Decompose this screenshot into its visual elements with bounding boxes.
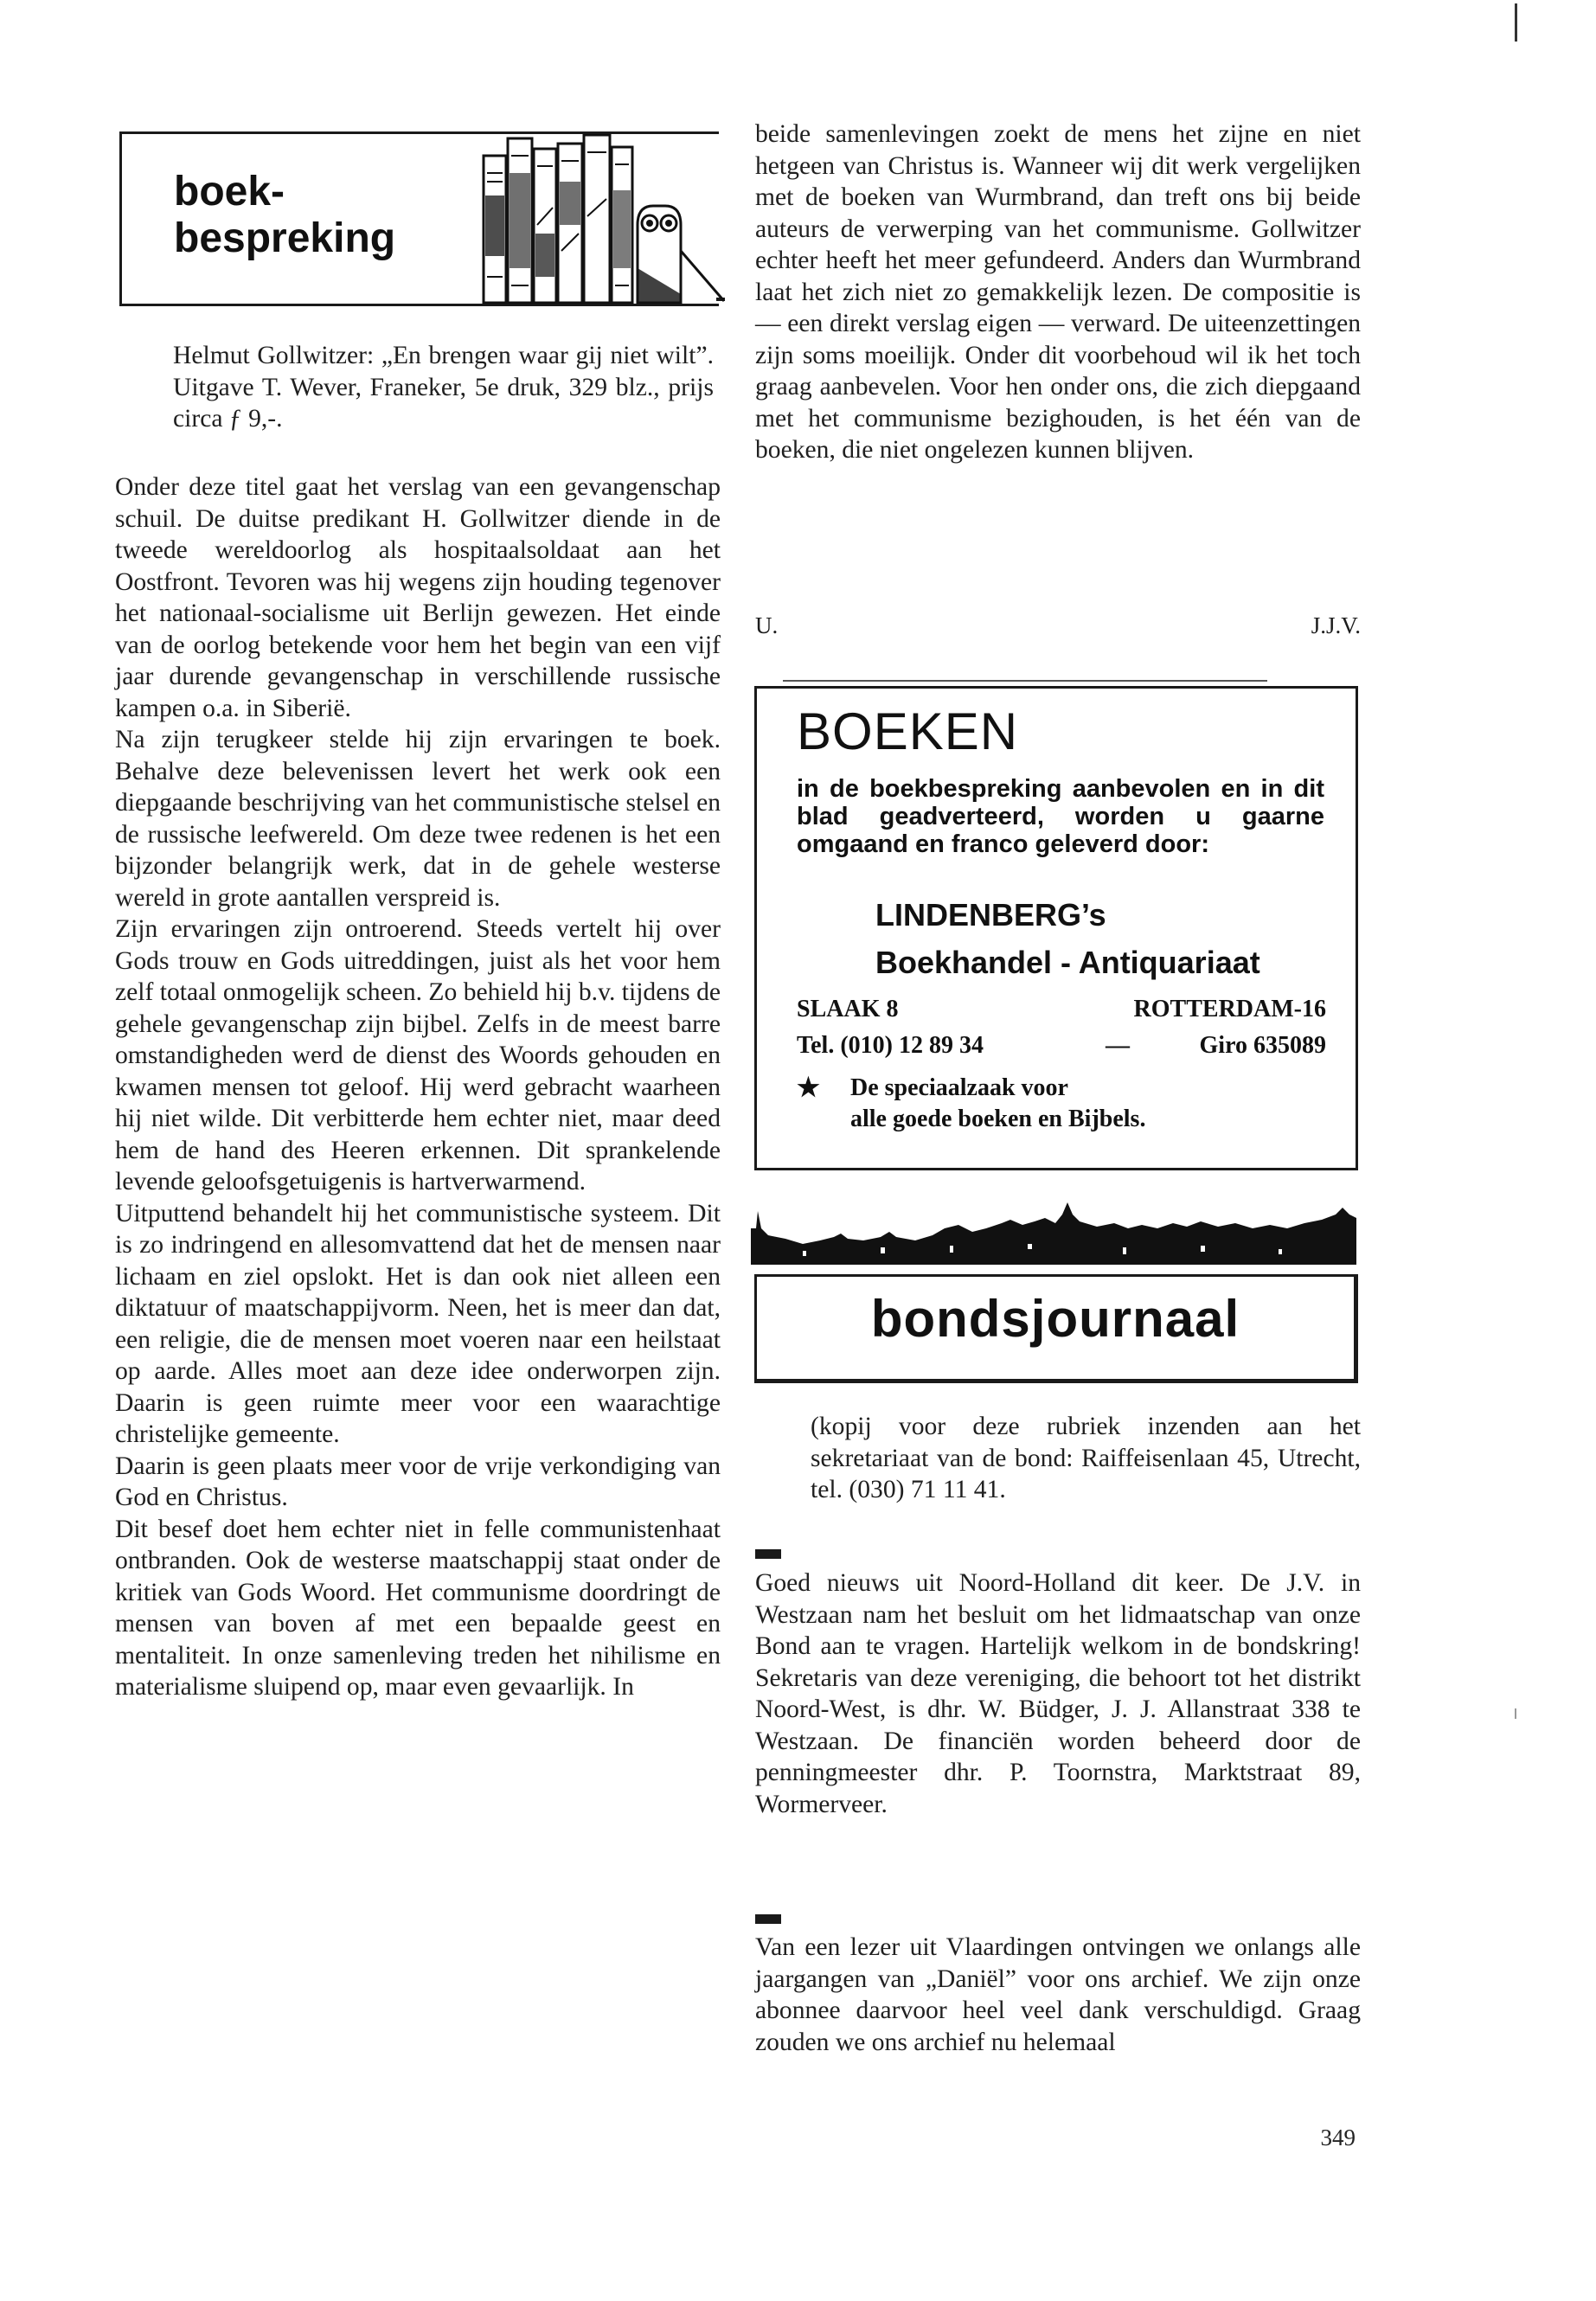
news-item-text: Van een lezer uit Vlaardingen ontvingen we onlangs alle jaargangen van „Daniël” voor ons archief. We zijn onze abonnee daarvoor heel veel dank verschuldigd. Graag zouden we ons archief nu helemaal — [755, 1933, 1361, 2056]
slogan-line2: alle goede boeken en Bijbels. — [850, 1106, 1146, 1132]
bondsjournaal-intro: (kopij voor deze rubriek inzenden aan het sekretariaat van de bond: Raiffeisenlaan 45, Utrecht, tel. (030) 71 11 41. — [811, 1413, 1361, 1503]
bondsjournaal-title: bondsjournaal — [870, 1290, 1240, 1348]
news-bullet-icon — [755, 1549, 781, 1559]
ad-description: in de boekbespreking aanbevolen en in dit blad geadverteerd, worden u gaarne omgaand en franco geleverd door: — [797, 775, 1324, 858]
ad-border-top — [754, 686, 1358, 689]
signoff-initial-left: U. — [755, 612, 779, 638]
review-paragraph: Zijn ervaringen zijn ontroerend. Steeds vertelt hij over Gods trouw en Gods uitreddingen, juist als het voor hem zelf totaal onmogelijk scheen. Zo behield hij b.v. tijdens de gehele gevangenschap zijn bijbel. Zelfs in de meest barre omstandigheden werd de dienst des Woords gehouden en kwamen mensen tot geloof. Hij werd gebracht waarheen hij niet wilde. Dit verbitterde hem echter niet, maar deed hem de hand des Heeren erkennen. Dit sprankelende levende geloofsgetuigenis is hartverwarmend. — [115, 915, 721, 1195]
scan-edge-mark — [1515, 3, 1517, 42]
shop-contact — [797, 1032, 1326, 1061]
bookshop-advertisement — [754, 686, 1358, 1170]
page-number: 349 — [1320, 2125, 1356, 2150]
slogan-line1: De speciaalzaak voor — [850, 1074, 1068, 1101]
review-paragraph: Na zijn terugkeer stelde hij zijn ervaringen te boek. Behalve deze belevenissen levert het werk ook een diepgaande beschrijving van het communistische stelsel en de russische leefwereld. Om deze twee redenen is het een bijzonder belangrijk werk, dat in de gehele westerse wereld in grote aantallen verspreid is. — [115, 726, 721, 912]
news-item — [755, 1932, 1361, 2058]
books-and-owl-icon — [480, 121, 727, 307]
town-skyline-icon — [751, 1202, 1356, 1265]
review-continued — [755, 119, 1361, 466]
shop-name: LINDENBERG’s — [875, 897, 1106, 933]
shop-phone: Tel. (010) 12 89 34 — [797, 1032, 984, 1059]
bondsjournaal-intro-block — [811, 1411, 1361, 1506]
news-item — [755, 1567, 1361, 1820]
review-paragraph: Uitputtend behandelt hij het communistische systeem. Dit is zo indringend en allesomvattend dat het de mensen naar lichaam en ziel opslokt. Het is dan ook niet alleen een diktatuur of maatschappijvorm. Neen, het is meer dan dat, een religie, die de mensen moet voeren naar een heilstaat op aarde. Alles moet aan deze idee onderworpen zijn. Daarin is geen ruimte meer voor een waarachtige christelijke gemeente. — [115, 1199, 721, 1448]
book-review-title — [174, 169, 395, 262]
ad-border-bottom — [754, 1168, 1358, 1170]
book-citation: Helmut Gollwitzer: „En brengen waar gij niet wilt”. Uitgave T. Wever, Franeker, 5e druk, 329 blz., prijs circa ƒ 9,-. — [173, 342, 714, 433]
shop-city: ROTTERDAM-16 — [1133, 996, 1326, 1022]
scan-edge-mark — [1515, 1708, 1516, 1719]
review-body — [115, 471, 721, 1703]
review-paragraph: Onder deze titel gaat het verslag van een gevangenschap schuil. De duitse predikant H. Gollwitzer diende in de tweede wereldoorlog als hospitaalsoldaat aan het Oostfront. Tevoren was hij wegens zijn houding tegenover het nationaal-socialisme uit Berlijn gewezen. Het einde van de oorlog betekende voor hem het begin van een vijf jaar durende gevangenschap in verschillende russische kampen o.a. in Siberië. — [115, 473, 721, 722]
bondsjournaal-header — [754, 1274, 1358, 1383]
contact-separator: — — [1106, 1032, 1130, 1059]
book-review-title-line1: boek- — [174, 169, 285, 215]
review-signoff — [755, 612, 1361, 644]
shop-giro: Giro 635089 — [1199, 1032, 1326, 1059]
signoff-author: J.J.V. — [1311, 612, 1361, 638]
ad-top-rule — [783, 680, 1267, 682]
star-icon: ★ — [797, 1074, 820, 1102]
shop-slogan — [797, 1074, 1326, 1143]
book-review-title-line2: bespreking — [174, 215, 396, 261]
news-bullet-icon — [755, 1914, 781, 1924]
news-item-text: Goed nieuws uit Noord-Holland dit keer. De J.V. in Westzaan nam het besluit om het lidmaatschap van onze Bond aan te vragen. Hartelijk welkom in de bondskring! Sekretaris van deze vereniging, die behoort tot het distrikt Noord-West, is dhr. W. Büdger, J. J. Allanstraat 338 te Westzaan. De financiën worden beheerd door de penningmeester dhr. P. Toornstra, Marktstraat 89, Wormerveer. — [755, 1569, 1361, 1818]
shop-street: SLAAK 8 — [797, 996, 899, 1022]
shop-type: Boekhandel - Antiquariaat — [875, 945, 1260, 980]
shop-address — [797, 996, 1326, 1025]
review-paragraph: Dit besef doet hem echter niet in felle communistenhaat ontbranden. Ook de westerse maatschappij staat onder de kritiek van Gods Woord. Het communisme doordringt de mensen van boven af met een bepaalde geest en mentaliteit. In onze samenleving treden het nihilisme en materialisme sluipend op, maar even gevaarlijk. In — [115, 1515, 721, 1701]
review-paragraph-continued: beide samenlevingen zoekt de mens het zijne en niet hetgeen van Christus is. Wanneer wij dit werk vergelijken met de boeken van Wurmbrand, dan treft ons bij beide auteurs de verwerping van het communisme. Gollwitzer echter heeft het meer gefundeerd. Anders dan Wurmbrand laat het zich niet zo gemakkelijk lezen. De compositie is — een direkt verslag eigen — verward. De uiteenzettingen zijn soms moeilijk. Onder dit voorbehoud wil ik het toch graag aanbevelen. Voor hen onder ons, die zich diepgaand met het communisme bezighouden, is het één van de boeken, die niet ongelezen kunnen blijven. — [755, 120, 1361, 464]
ad-heading: BOEKEN — [797, 702, 1019, 760]
review-paragraph: Daarin is geen plaats meer voor de vrije verkondiging van God en Christus. — [115, 1452, 721, 1511]
